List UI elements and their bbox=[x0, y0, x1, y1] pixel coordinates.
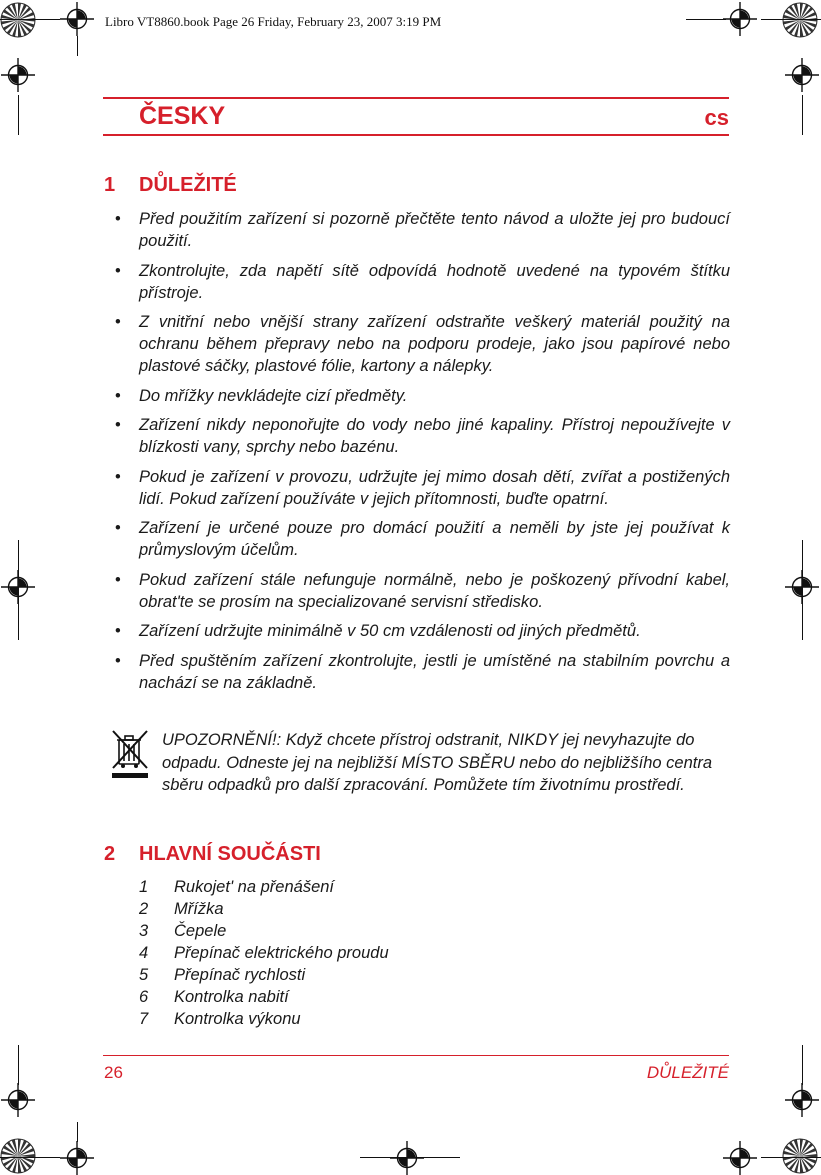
part-number: 6 bbox=[139, 988, 149, 1006]
list-item bbox=[139, 876, 389, 898]
color-star-target-icon bbox=[782, 2, 818, 38]
crop-mark bbox=[802, 540, 803, 640]
safety-bullet-list bbox=[115, 208, 730, 701]
list-item: • Pokud zařízení stále nefunguje normálně, nebo je poškozený přívodní kabel, obrat'te se prosím na specializované servisní středisko. bbox=[115, 569, 730, 613]
crop-mark bbox=[77, 36, 78, 56]
crop-mark bbox=[802, 1045, 803, 1085]
list-item: • Před spuštěním zařízení zkontrolujte, jestli je umístěné na stabilním povrchu a nachází se na základně. bbox=[115, 650, 730, 694]
part-number: 1 bbox=[139, 878, 149, 896]
registration-mark-icon bbox=[1, 58, 35, 92]
print-info: Libro VT8860.book Page 26 Friday, February 23, 2007 3:19 PM bbox=[105, 14, 442, 29]
list-item: • Zkontrolujte, zda napětí sítě odpovídá hodnotě uvedené na typovém štítku přístroje. bbox=[115, 260, 730, 304]
list-item bbox=[139, 964, 389, 986]
part-number: 2 bbox=[139, 900, 149, 918]
crop-mark bbox=[18, 540, 19, 640]
registration-mark-icon bbox=[60, 1141, 94, 1175]
part-number: 4 bbox=[139, 944, 149, 962]
registration-mark-icon bbox=[1, 1083, 35, 1117]
disposal-warning: UPOZORNĚNÍ!: Když chcete přístroj odstranit, NIKDY jej nevyhazujte do odpadu. Odneste jej na nejbližší MÍSTO SBĚRU nebo do nejbližšího centra sběru odpadků pro další zpracování. Pomůžete tím životnímu prostředí. bbox=[162, 731, 713, 794]
registration-mark-icon bbox=[785, 58, 819, 92]
part-number: 5 bbox=[139, 966, 149, 984]
part-label: Kontrolka výkonu bbox=[174, 1010, 301, 1028]
part-label: Mřížka bbox=[174, 900, 224, 918]
header-rule-top bbox=[103, 97, 729, 99]
crop-mark bbox=[0, 19, 60, 20]
crop-mark bbox=[686, 19, 726, 20]
header-rule-bottom bbox=[103, 134, 729, 136]
color-star-target-icon bbox=[782, 1138, 818, 1174]
list-item: • Zařízení nikdy neponořujte do vody nebo jiné kapaliny. Přístroj nepoužívejte v blízkosti vany, sprchy nebo bazénu. bbox=[115, 414, 730, 458]
part-label: Kontrolka nabití bbox=[174, 988, 289, 1006]
crop-mark bbox=[0, 1157, 60, 1158]
part-label: Přepínač rychlosti bbox=[174, 966, 306, 984]
list-item bbox=[139, 898, 389, 920]
section-2-number: 2 bbox=[104, 843, 116, 865]
crop-mark bbox=[18, 1045, 19, 1085]
list-item: • Z vnitřní nebo vnější strany zařízení odstraňte veškerý materiál použitý na ochranu během přepravy nebo na podporu prodeje, jako jsou papírové nebo plastové sáčky, plastové fólie, kartony a nálepky. bbox=[115, 311, 730, 377]
section-2-title: HLAVNÍ SOUČÁSTI bbox=[139, 843, 321, 865]
parts-list bbox=[139, 876, 389, 1030]
part-label: Rukojet' na přenášení bbox=[174, 878, 335, 896]
section-1-number: 1 bbox=[104, 174, 116, 196]
crop-mark bbox=[802, 95, 803, 135]
language-code: cs bbox=[704, 105, 729, 130]
list-item: • Před použitím zařízení si pozorně přečtěte tento návod a uložte jej pro budoucí použití. bbox=[115, 208, 730, 252]
crop-mark bbox=[360, 1157, 460, 1158]
crop-mark bbox=[761, 1157, 821, 1158]
part-label: Čepele bbox=[174, 922, 227, 940]
list-item bbox=[139, 942, 389, 964]
page-number: 26 bbox=[104, 1063, 123, 1082]
crop-mark bbox=[77, 1122, 78, 1142]
crop-mark bbox=[18, 95, 19, 135]
registration-mark-icon bbox=[723, 1141, 757, 1175]
list-item: • Zařízení je určené pouze pro domácí použití a neměli by jste jej používat k průmyslovým účelům. bbox=[115, 517, 730, 561]
part-number: 7 bbox=[139, 1010, 149, 1028]
registration-mark-icon bbox=[390, 1141, 424, 1175]
list-item bbox=[139, 1008, 389, 1030]
list-item: • Zařízení udržujte minimálně v 50 cm vzdálenosti od jiných předmětů. bbox=[115, 620, 730, 642]
part-label: Přepínač elektrického proudu bbox=[174, 944, 389, 962]
section-1-title: DŮLEŽITÉ bbox=[139, 174, 237, 196]
color-star-target-icon bbox=[0, 2, 36, 38]
footer-rule bbox=[103, 1055, 729, 1056]
registration-mark-icon bbox=[723, 2, 757, 36]
language-title: ČESKY bbox=[139, 102, 226, 130]
crossed-out-bin-icon bbox=[110, 728, 150, 780]
list-item bbox=[139, 986, 389, 1008]
registration-mark-icon bbox=[785, 1083, 819, 1117]
footer-section-name: DŮLEŽITÉ bbox=[646, 1063, 729, 1082]
list-item: • Do mřížky nevkládejte cizí předměty. bbox=[115, 385, 730, 407]
part-number: 3 bbox=[139, 922, 149, 940]
registration-mark-icon bbox=[60, 2, 94, 36]
color-star-target-icon bbox=[0, 1138, 36, 1174]
list-item: • Pokud je zařízení v provozu, udržujte jej mimo dosah dětí, zvířat a postižených lidí. Pokud zařízení používáte v jejich přítomnosti, buďte opatrní. bbox=[115, 466, 730, 510]
crop-mark bbox=[761, 19, 821, 20]
list-item bbox=[139, 920, 389, 942]
